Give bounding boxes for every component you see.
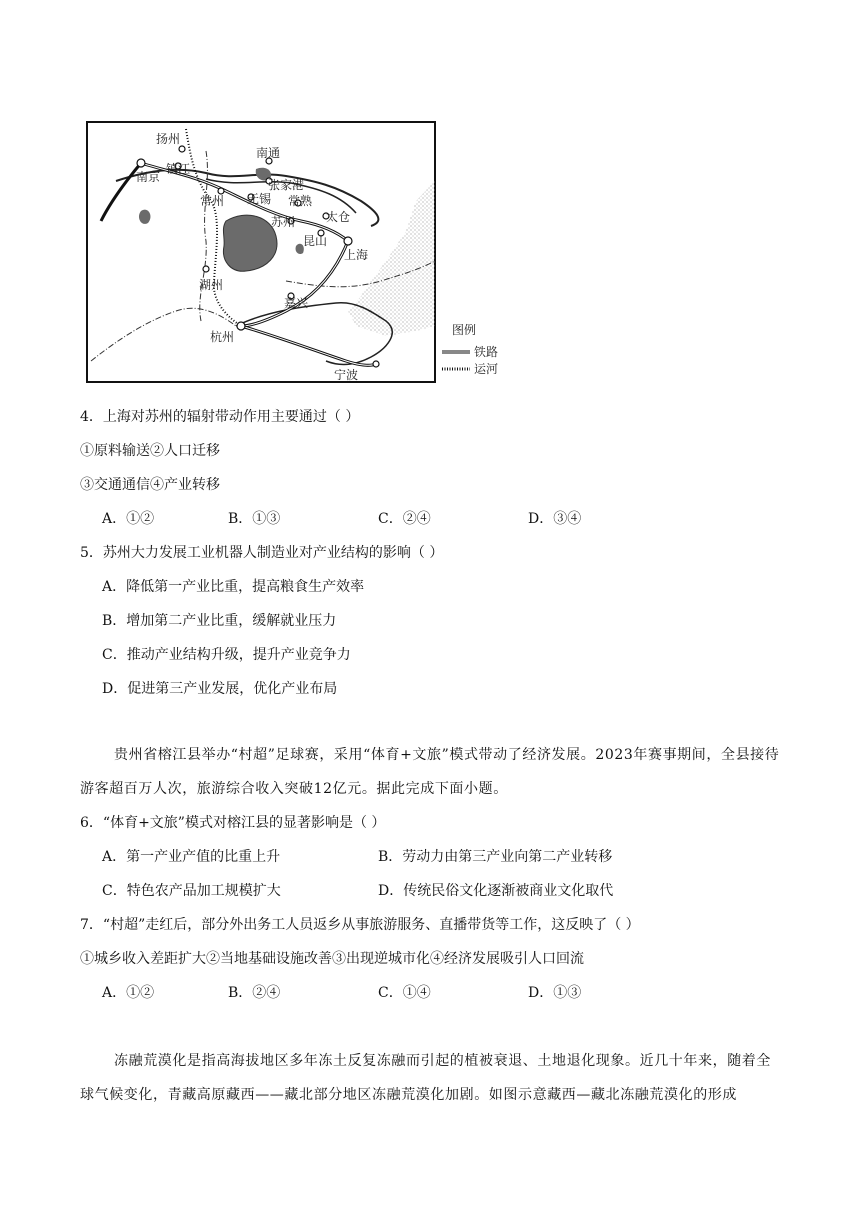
city-label-wuxi: 无锡 xyxy=(247,192,272,206)
q4-stem: 4．上海对苏州的辐射带动作用主要通过（ ） xyxy=(80,409,360,425)
q7-stem: 7．“村超”走红后，部分外出务工人员返乡从事旅游服务、直播带货等工作，这反映了（ ） xyxy=(80,917,640,933)
q7-option-d[interactable]: D．①③ xyxy=(528,985,582,1001)
q4-line2: ③交通通信④产业转移 xyxy=(80,477,220,493)
q5-option-a[interactable]: A．降低第一产业比重，提高粮食生产效率 xyxy=(102,579,365,595)
q5-option-c[interactable]: C．推动产业结构升级，提升产业竞争力 xyxy=(102,647,351,663)
q4-option-b[interactable]: B．①③ xyxy=(228,511,281,527)
city-label-jiaxing: 嘉兴 xyxy=(284,296,309,310)
q7-option-c[interactable]: C．①④ xyxy=(378,985,431,1001)
q7-option-b[interactable]: B．②④ xyxy=(228,985,281,1001)
legend-rail-label: 铁路 xyxy=(474,345,499,359)
q6-stem: 6．“体育+文旅”模式对榕江县的显著影响是（ ） xyxy=(80,815,386,831)
city-marker-hangzhou xyxy=(237,322,245,330)
passage-cunchao: 贵州省榕江县举办“村超”足球赛，采用“体育+文旅”模式带动了经济发展。2023年赛事期间，全县接待游客超百万人次，旅游综合收入突破12亿元。据此完成下面小题。 xyxy=(80,747,780,797)
q7-line1: ①城乡收入差距扩大②当地基础设施改善③出现逆城市化④经济发展吸引人口回流 xyxy=(80,951,584,967)
city-marker-nanjing xyxy=(137,159,145,167)
map-legend xyxy=(442,322,498,376)
city-label-changshu: 常熟 xyxy=(288,194,313,208)
passage-desertification: 冻融荒漠化是指高海拔地区多年冻土反复冻融而引起的植被衰退、土地退化现象。近几十年来，随着全球气候变化，青藏高原藏西——藏北部分地区冻融荒漠化加剧。如图示意藏西—藏北冻融荒漠化的形成 xyxy=(80,1053,771,1103)
city-label-kunshan: 昆山 xyxy=(303,234,328,248)
city-label-taicang: 太仓 xyxy=(326,210,351,224)
q5-stem: 5．苏州大力发展工业机器人制造业对产业结构的影响（ ） xyxy=(80,545,444,561)
legend-canal-label: 运河 xyxy=(474,362,499,376)
q4-option-c[interactable]: C．②④ xyxy=(378,511,431,527)
yangtze-delta-map xyxy=(86,121,502,383)
city-label-nanjing: 南京 xyxy=(136,170,161,184)
city-label-nantong: 南通 xyxy=(256,146,281,160)
q4-option-a[interactable]: A．①② xyxy=(102,511,155,527)
city-marker-shanghai xyxy=(344,237,352,245)
q6-option-a[interactable]: A．第一产业产值的比重上升 xyxy=(102,849,281,865)
city-marker-ningbo xyxy=(373,361,379,367)
city-label-zhenjiang: 镇江 xyxy=(166,162,191,176)
q7-option-a[interactable]: A．①② xyxy=(102,985,155,1001)
city-label-zhangjiagang: 张家港 xyxy=(268,178,305,192)
city-label-huzhou: 湖州 xyxy=(199,278,224,292)
city-label-shanghai: 上海 xyxy=(344,248,369,262)
q6-option-b[interactable]: B．劳动力由第三产业向第二产业转移 xyxy=(378,849,613,865)
q6-option-d[interactable]: D．传统民俗文化逐渐被商业文化取代 xyxy=(378,883,614,899)
legend-title: 图例 xyxy=(452,323,477,337)
city-label-changzhou: 常州 xyxy=(200,194,225,208)
city-label-ningbo: 宁波 xyxy=(334,368,359,382)
city-marker-huzhou xyxy=(203,266,209,272)
q5-option-b[interactable]: B．增加第二产业比重，缓解就业压力 xyxy=(102,613,337,629)
q4-line1: ①原料输送②人口迁移 xyxy=(80,443,220,459)
q5-option-d[interactable]: D．促进第三产业发展，优化产业布局 xyxy=(102,681,338,697)
city-label-suzhou: 苏州 xyxy=(271,215,296,229)
city-marker-yangzhou xyxy=(179,146,185,152)
q6-option-c[interactable]: C．特色农产品加工规模扩大 xyxy=(102,883,281,899)
city-label-hangzhou: 杭州 xyxy=(210,330,235,344)
city-label-yangzhou: 扬州 xyxy=(156,132,181,146)
lake-small-1 xyxy=(139,210,150,224)
q4-option-d[interactable]: D．③④ xyxy=(528,511,582,527)
